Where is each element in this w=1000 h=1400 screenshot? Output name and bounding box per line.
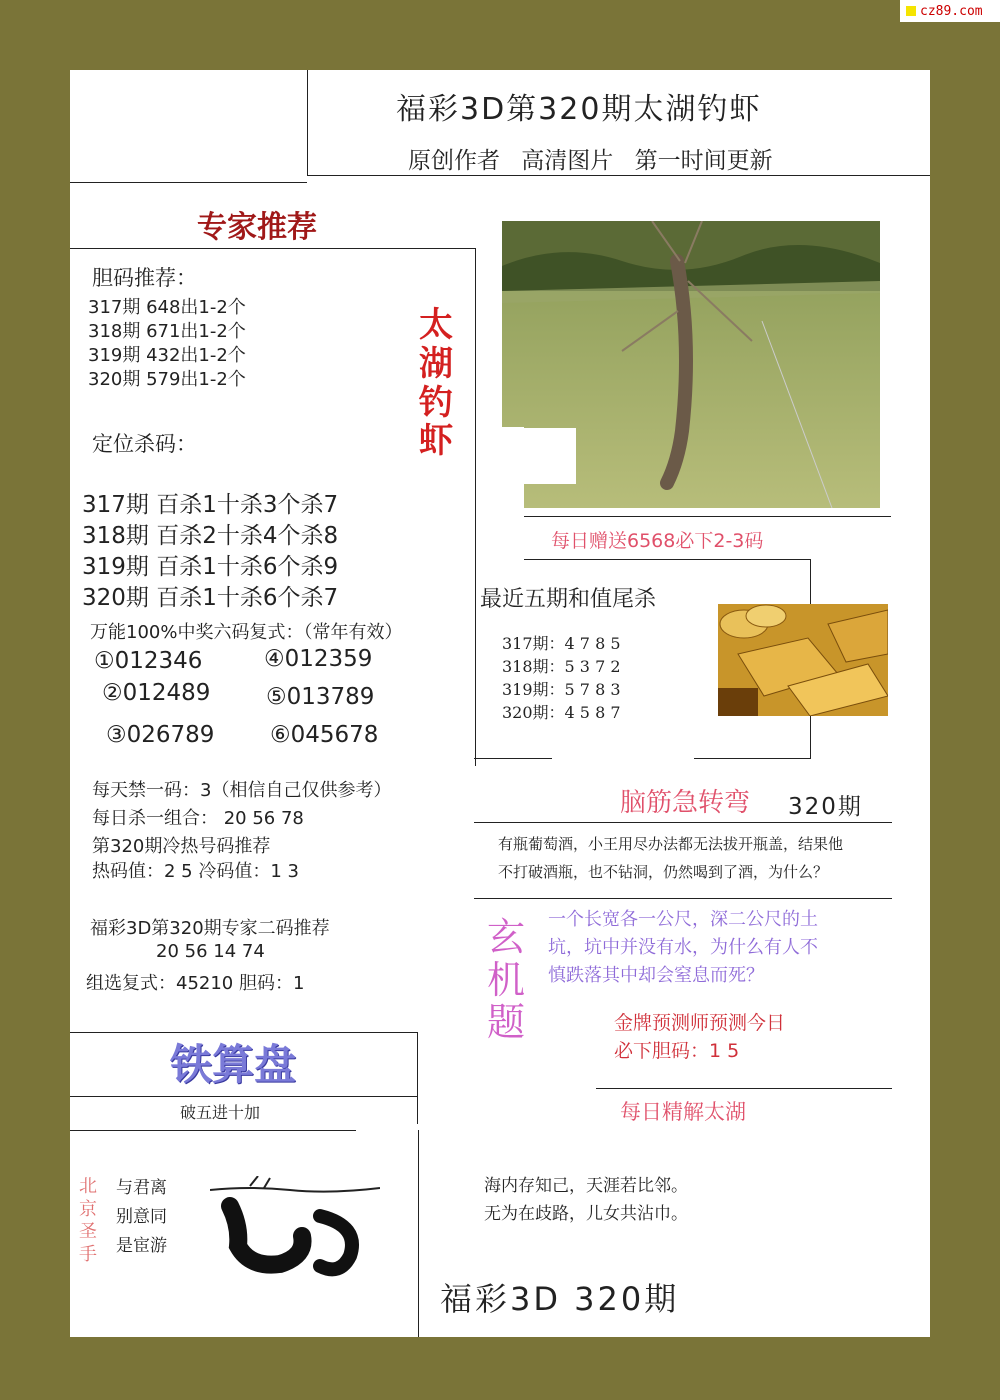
dan-list — [88, 296, 246, 392]
riddle-char: 玄 — [486, 915, 525, 959]
header-divider — [307, 70, 308, 175]
five-list — [502, 632, 621, 724]
tiesuanpan-heading: 铁算盘 — [170, 1040, 297, 1089]
kill-list — [82, 490, 338, 614]
ink-sketch-graphic — [210, 1176, 380, 1286]
daily-solve: 每日精解太湖 — [620, 1100, 746, 1124]
kill-row: 318期 百杀2十杀4个杀8 — [82, 523, 339, 549]
header-underline — [307, 175, 930, 176]
riddle-line: 一个长宽各一公尺，深二公尺的土 — [548, 909, 818, 930]
site-badge — [900, 0, 1000, 22]
poem-line: 无为在歧路，儿女共沾巾。 — [484, 1204, 688, 1224]
six-code-2: ②012489 — [102, 680, 211, 706]
page-title: 福彩3D第320期太湖钓虾 — [396, 92, 762, 127]
kill-row: 320期 百杀1十杀6个杀7 — [82, 585, 339, 611]
photo-rule — [524, 516, 891, 517]
brain-rule — [474, 822, 892, 823]
gold-bars-graphic — [718, 604, 888, 716]
daily-rule — [596, 1088, 892, 1089]
two-code-values: 20 56 14 74 — [156, 941, 265, 962]
badge-icon — [906, 6, 916, 16]
beijing-char: 京 — [79, 1198, 97, 1220]
five-row: 318期：5 3 7 2 — [502, 657, 621, 676]
five-row: 320期：4 5 8 7 — [502, 703, 621, 722]
tiesuanpan-mid-rule — [70, 1096, 418, 1097]
brain-heading: 脑筋急转弯 — [620, 788, 751, 818]
six-code-title: 万能100%中奖六码复式：（常年有效） — [90, 622, 403, 643]
taihu-vertical-title — [416, 306, 456, 461]
six-code-4: ④012359 — [264, 646, 373, 672]
ink-sketch-image — [210, 1176, 380, 1286]
poem-left-border — [418, 1130, 419, 1337]
taihu-char: 钓 — [419, 382, 453, 423]
poem — [484, 1172, 688, 1228]
brain-question-line: 不打破酒瓶，也不钻洞，仍然喝到了酒，为什么？ — [498, 863, 829, 881]
expert-heading: 专家推荐 — [197, 210, 317, 245]
gold-bars-image — [718, 604, 888, 716]
tiesuanpan-right-border — [417, 1032, 418, 1124]
group-values: 组选复式：45210 胆码：1 — [86, 973, 305, 994]
tiesuanpan-sub: 破五进十加 — [180, 1103, 261, 1122]
kill-group: 每日杀一组合： 20 56 78 — [92, 808, 304, 829]
riddle-rule — [474, 898, 892, 899]
header-left-underline — [70, 182, 307, 183]
kill-row: 319期 百杀1十杀6个杀9 — [82, 554, 339, 580]
hot-cold-title: 第320期冷热号码推荐 — [92, 836, 271, 857]
five-bottom-rule-left — [474, 758, 552, 759]
ban-code: 每天禁一码：3（相信自己仅供参考） — [92, 780, 392, 801]
prediction-code: 必下胆码：1 5 — [614, 1040, 740, 1062]
beijing-line: 与君离 — [116, 1178, 167, 1198]
beijing-line: 别意同 — [116, 1207, 167, 1227]
taihu-char: 虾 — [419, 421, 453, 462]
beijing-line: 是宦游 — [116, 1236, 167, 1256]
expert-rule — [70, 248, 475, 249]
poem-line: 海内存知己，天涯若比邻。 — [484, 1176, 688, 1196]
six-code-6: ⑥045678 — [270, 722, 379, 748]
five-bottom-rule-right — [694, 758, 810, 759]
kill-title: 定位杀码： — [92, 432, 197, 456]
beijing-vertical — [70, 1176, 106, 1266]
dan-row: 318期 671出1-2个 — [88, 321, 246, 342]
beijing-char: 北 — [79, 1176, 97, 1197]
dan-row: 317期 648出1-2个 — [88, 297, 246, 318]
dan-row: 319期 432出1-2个 — [88, 345, 246, 366]
dan-row: 320期 579出1-2个 — [88, 369, 246, 390]
poster-page — [70, 70, 930, 1337]
photo-caption: 每日赠送6568必下2-3码 — [551, 530, 764, 552]
photo-overlay-patch — [488, 428, 576, 484]
caption-rule — [524, 559, 810, 560]
prediction-title: 金牌预测师预测今日 — [614, 1012, 786, 1034]
riddle-char: 题 — [486, 1000, 525, 1045]
kill-row: 317期 百杀1十杀3个杀7 — [82, 492, 339, 518]
beijing-lines — [116, 1174, 167, 1261]
taihu-char: 湖 — [419, 343, 453, 384]
hot-cold-values: 热码值：2 5 冷码值：1 3 — [92, 861, 299, 882]
taihu-char: 太 — [419, 305, 453, 345]
site-badge-text: cz89.com — [920, 3, 983, 19]
two-code-title: 福彩3D第320期专家二码推荐 — [90, 918, 330, 939]
six-code-5: ⑤013789 — [266, 684, 375, 710]
page-subtitle: 原创作者 高清图片 第一时间更新 — [408, 148, 773, 174]
riddle-char: 机 — [486, 957, 525, 1002]
riddle-text — [548, 906, 818, 990]
brain-question-line: 有瓶葡萄酒，小王用尽办法都无法拔开瓶盖，结果他 — [498, 835, 844, 853]
riddle-vertical — [486, 916, 526, 1044]
brain-question — [498, 830, 843, 886]
beijing-char: 手 — [79, 1243, 97, 1265]
riddle-line: 坑，坑中并没有水，为什么有人不 — [548, 937, 818, 958]
beijing-char: 圣 — [79, 1221, 97, 1242]
five-row: 319期：5 7 8 3 — [502, 680, 621, 699]
tiesuanpan-bottom-rule — [70, 1130, 356, 1131]
six-code-3: ③026789 — [106, 722, 215, 748]
five-title: 最近五期和值尾杀 — [480, 587, 657, 612]
dan-title: 胆码推荐： — [92, 266, 197, 290]
expert-right-border — [475, 248, 476, 766]
riddle-line: 慎跌落其中却会窒息而死？ — [548, 965, 764, 986]
footer-issue: 福彩3D 320期 — [440, 1280, 680, 1318]
five-row: 317期：4 7 8 5 — [502, 634, 621, 653]
six-code-1: ①012346 — [94, 648, 203, 674]
brain-issue: 320期 — [788, 794, 863, 820]
